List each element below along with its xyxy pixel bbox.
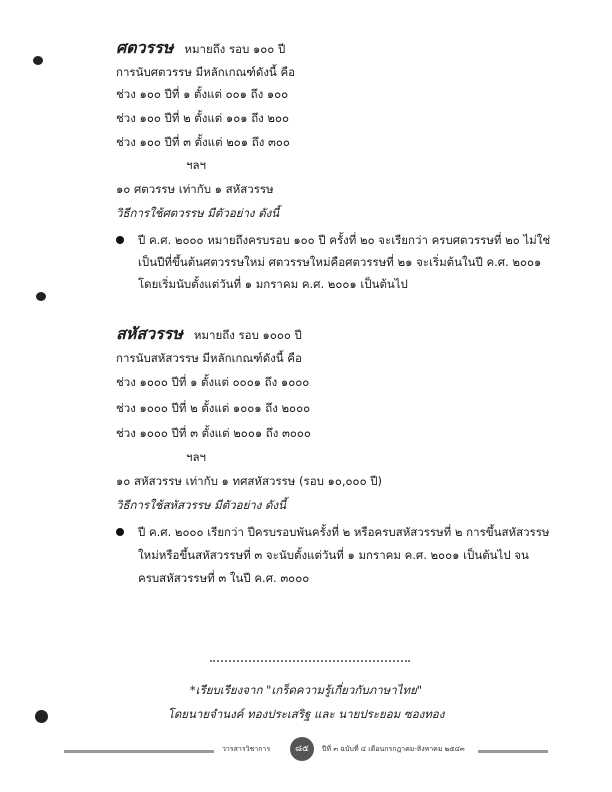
millennium-definition: หมายถึง รอบ ๑๐๐๐ ปี (193, 328, 302, 342)
page-number-logo: ๘๕ (290, 737, 314, 761)
credit-authors: โดยนายจำนงค์ ทองประเสริฐ และ นายประยอม ซองทอง (167, 707, 445, 721)
footer-rule-right (478, 750, 548, 753)
millennium-term: สหัสวรรษ (116, 324, 183, 343)
century-example-line-2: เป็นปีที่ขึ้นต้นศตวรรษใหม่ ศตวรรษใหม่คือศตวรรษที่ ๒๑ จะเริ่มต้นในปี ค.ศ. ๒๐๐๑ (138, 255, 542, 269)
footer-rule-left (64, 750, 214, 753)
millennium-usage-heading: วิธีการใช้สหัสวรรษ มีตัวอย่าง ดังนี้ (116, 498, 286, 512)
century-heading (116, 36, 285, 61)
bullet-icon (116, 528, 124, 536)
millennium-example (116, 524, 571, 584)
millennium-example-line-1: ปี ค.ศ. ๒๐๐๐ เรียกว่า ปีครบรอบพันครั้งที่ ๒ หรือครบสหัสวรรษที่ ๒ การขึ้นสหัสวรรษ (138, 525, 550, 539)
millennium-range-2: ช่วง ๑๐๐๐ ปีที่ ๒ ตั้งแต่ ๑๐๐๑ ถึง ๒๐๐๐ (116, 401, 311, 415)
footer-issue: ปีที่ ๓ ฉบับที่ ๔ เดือนกรกฎาคม-สิงหาคม ๒๕๔๓ (322, 745, 465, 753)
century-rule-intro: การนับศตวรรษ มีหลักเกณฑ์ดังนี้ คือ (116, 65, 296, 79)
millennium-heading (116, 322, 302, 347)
century-definition: หมายถึง รอบ ๑๐๐ ปี (184, 42, 286, 56)
century-range-3: ช่วง ๑๐๐ ปีที่ ๓ ตั้งแต่ ๒๐๑ ถึง ๓๐๐ (116, 135, 290, 149)
millennium-range-1: ช่วง ๑๐๐๐ ปีที่ ๑ ตั้งแต่ ๐๐๐๑ ถึง ๑๐๐๐ (116, 375, 310, 389)
millennium-etc: ฯลฯ (186, 450, 206, 464)
millennium-rule-intro: การนับสหัสวรรษ มีหลักเกณฑ์ดังนี้ คือ (116, 351, 302, 365)
century-example-line-3: โดยเริ่มนับตั้งแต่วันที่ ๑ มกราคม ค.ศ. ๒๐๐๑ เป็นต้นไป (138, 277, 408, 291)
century-term: ศตวรรษ (116, 38, 174, 57)
footer-journal-name: วารสารวิชาการ (222, 745, 271, 753)
century-example-line-1: ปี ค.ศ. ๒๐๐๐ หมายถึงครบรอบ ๑๐๐ ปี ครั้งที่ ๒๐ จะเรียกว่า ครบศตวรรษที่ ๒๐ ไม่ใช่ (138, 233, 551, 247)
millennium-equivalence: ๑๐ สหัสวรรษ เท่ากับ ๑ ทศสหัสวรรษ (รอบ ๑๐,๐๐๐ ปี) (116, 474, 383, 488)
dotted-separator (210, 660, 410, 662)
credit-source: *เรียบเรียงจาก "เกร็ดความรู้เกี่ยวกับภาษาไทย" (189, 683, 423, 697)
century-usage-heading: วิธีการใช้ศตวรรษ มีตัวอย่าง ดังนี้ (116, 206, 280, 220)
century-etc: ฯลฯ (186, 158, 206, 172)
millennium-range-3: ช่วง ๑๐๐๐ ปีที่ ๓ ตั้งแต่ ๒๐๐๑ ถึง ๓๐๐๐ (116, 426, 311, 440)
century-range-2: ช่วง ๑๐๐ ปีที่ ๒ ตั้งแต่ ๑๐๑ ถึง ๒๐๐ (116, 111, 290, 125)
bullet-icon (116, 236, 124, 244)
century-example (116, 232, 571, 292)
century-equivalence: ๑๐ ศตวรรษ เท่ากับ ๑ สหัสวรรษ (116, 182, 274, 196)
millennium-example-line-3: ครบสหัสวรรษที่ ๓ ในปี ค.ศ. ๓๐๐๐ (138, 571, 310, 585)
millennium-example-line-2: ใหม่หรือขึ้นสหัสวรรษที่ ๓ จะนับตั้งแต่วันที่ ๑ มกราคม ค.ศ. ๒๐๐๑ เป็นต้นไป จน (138, 548, 529, 562)
scan-blemish (36, 292, 46, 301)
scan-blemish (33, 56, 43, 65)
century-range-1: ช่วง ๑๐๐ ปีที่ ๑ ตั้งแต่ ๐๐๑ ถึง ๑๐๐ (116, 87, 289, 101)
